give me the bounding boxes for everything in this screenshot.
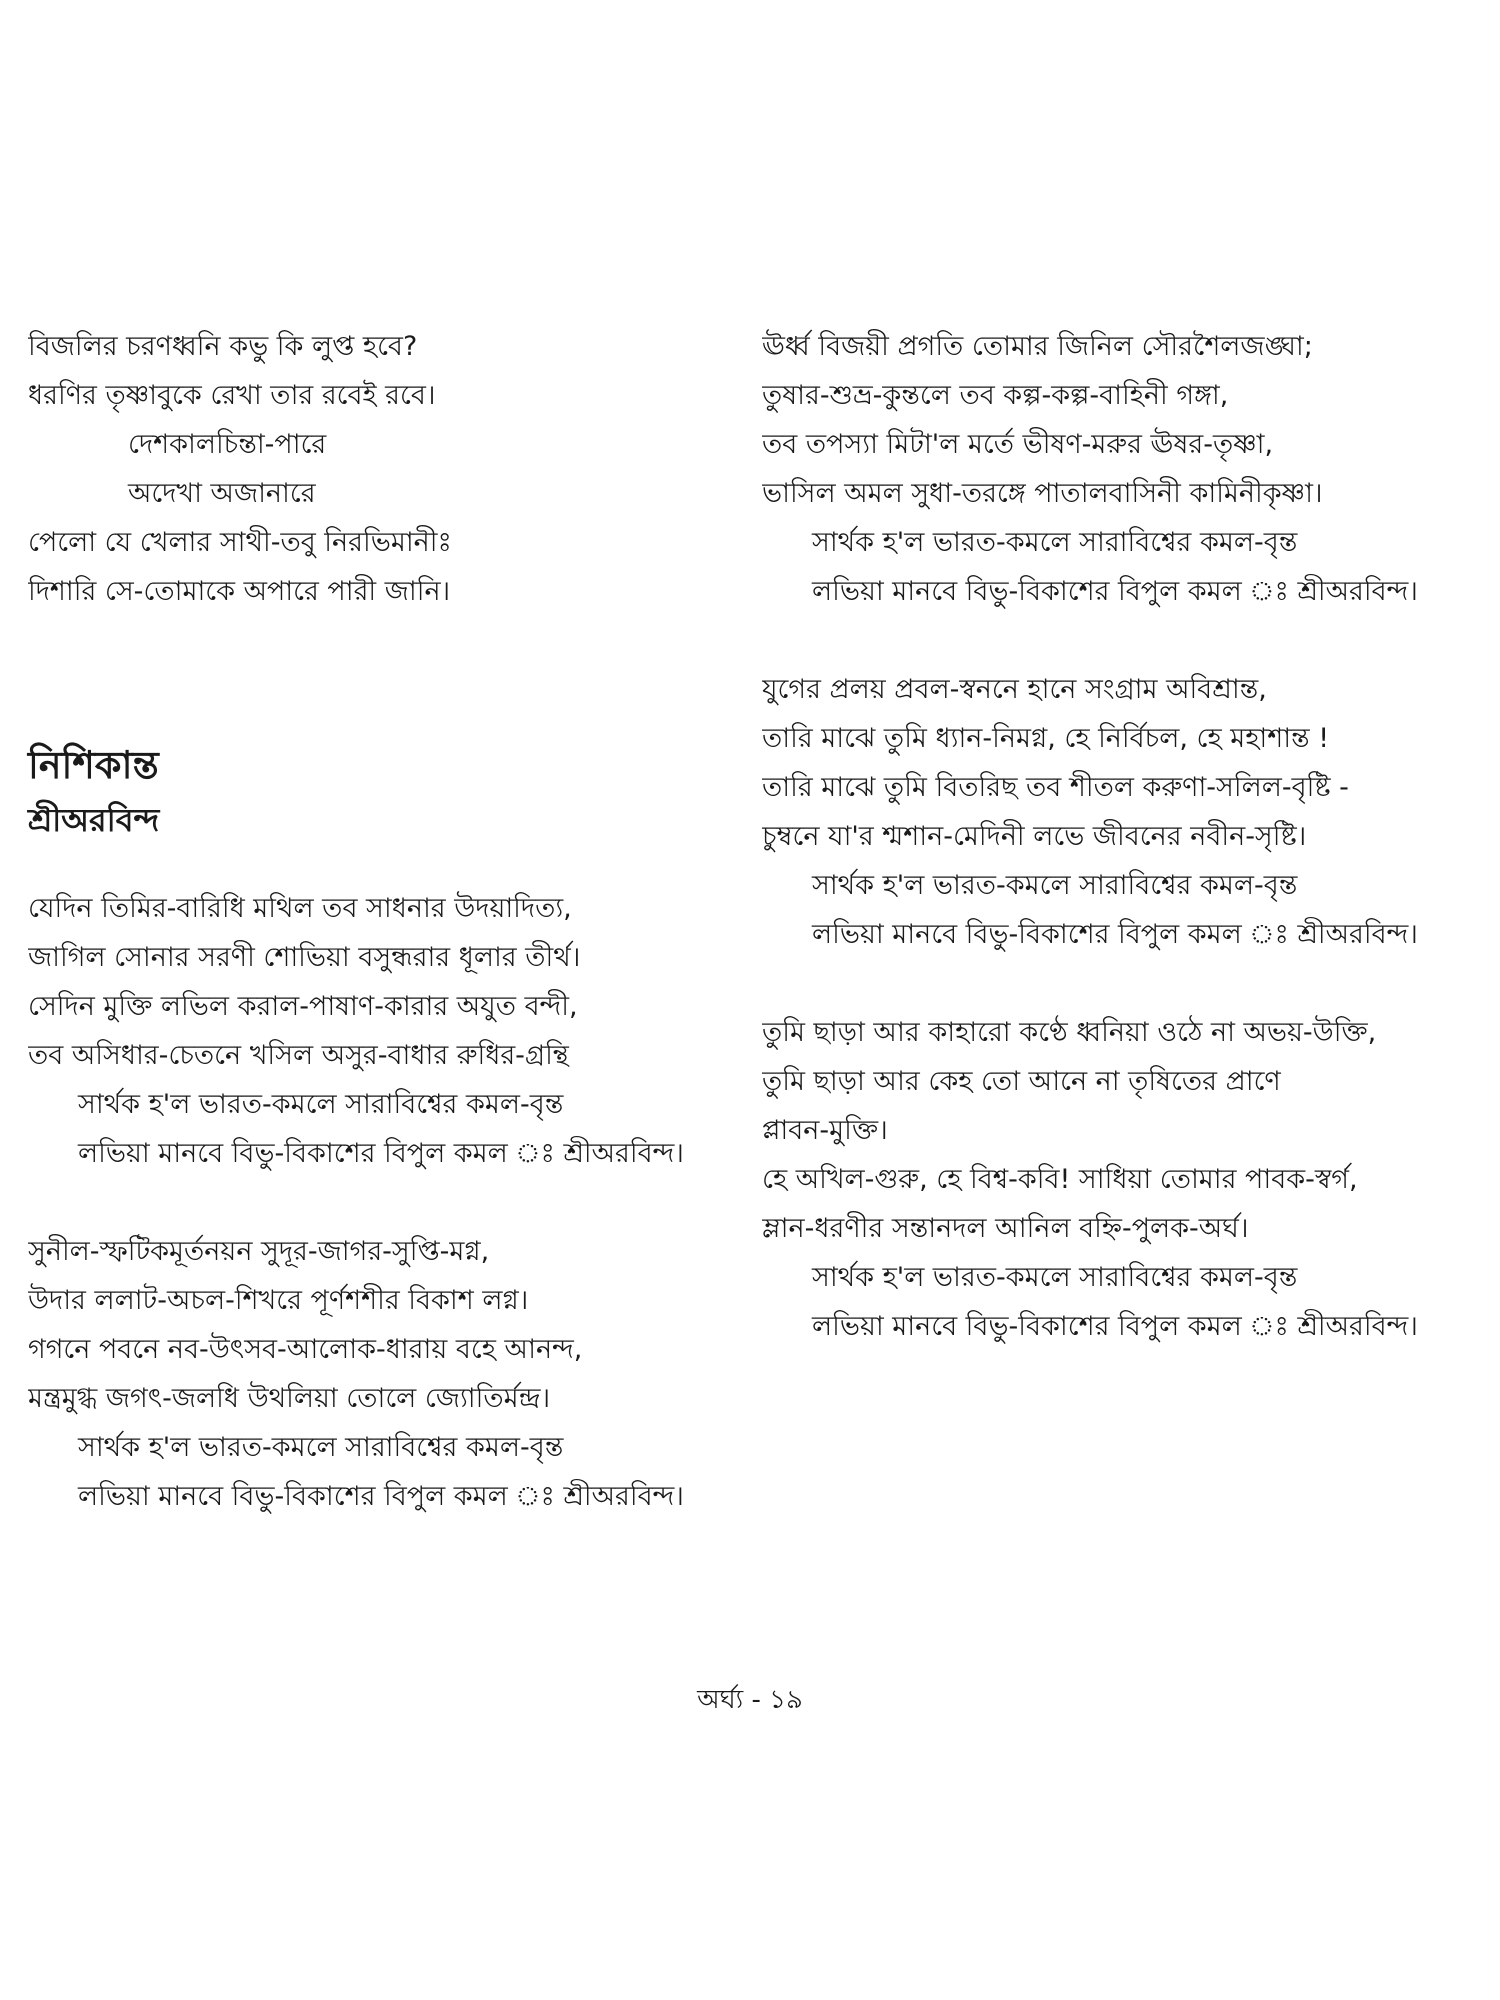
poem-line: বিজলির চরণধ্বনি কভু কি লুপ্ত হবে? (28, 331, 418, 362)
poem-line: তারি মাঝে তুমি ধ্যান-নিমগ্ন, হে নির্বিচল, হে মহাশান্ত ! (762, 723, 1330, 754)
refrain-line: লভিয়া মানবে বিভু-বিকাশের বিপুল কমল ঃ শ্রীঅরবিন্দ। (812, 576, 1418, 607)
poem-line: তুষার-শুভ্র-কুন্তলে তব কল্প-কল্প-বাহিনী গঙ্গা, (762, 380, 1229, 411)
poem-line: প্লাবন-মুক্তি। (762, 1115, 888, 1146)
poem-line: চুম্বনে যা'র শ্মশান-মেদিনী লভে জীবনের নবীন-সৃষ্টি। (762, 821, 1307, 852)
poem-line: ধরণির তৃষ্ণাবুকে রেখা তার রবেই রবে। (28, 380, 436, 411)
poem-line: উদার ললাট-অচল-শিখরে পূর্ণশশীর বিকাশ লগ্ন। (28, 1285, 529, 1316)
stanza-5 (762, 1008, 1492, 1351)
poem-line: মন্ত্রমুগ্ধ জগৎ-জলধি উথলিয়া তোলে জ্যোতির্মন্দ্র। (28, 1383, 551, 1414)
refrain-line: লভিয়া মানবে বিভু-বিকাশের বিপুল কমল ঃ শ্রীঅরবিন্দ। (812, 1311, 1418, 1342)
poem-line: গগনে পবনে নব-উৎসব-আলোক-ধারায় বহে আনন্দ, (28, 1334, 583, 1365)
poem-line: ভাসিল অমল সুধা-তরঙ্গে পাতালবাসিনী কামিনীকৃষ্ণা। (762, 478, 1323, 509)
poem-line: তব অসিধার-চেতনে খসিল অসুর-বাধার রুধির-গ্রন্থি (28, 1040, 569, 1071)
refrain-line: সার্থক হ'ল ভারত-কমলে সারাবিশ্বের কমল-বৃন্ত (78, 1432, 564, 1463)
section-gap (28, 616, 758, 736)
stanza-1 (28, 884, 758, 1178)
poem-line: জাগিল সোনার সরণী শোভিয়া বসুন্ধরার ধূলার তীর্থ। (28, 942, 581, 973)
refrain-line: সার্থক হ'ল ভারত-কমলে সারাবিশ্বের কমল-বৃন্ত (812, 1262, 1298, 1293)
poem-line: ম্লান-ধরণীর সন্তানদল আনিল বহ্নি-পুলক-অর্ঘ। (762, 1213, 1249, 1244)
poem-line: তব তপস্যা মিটা'ল মর্তে ভীষণ-মরুর ঊষর-তৃষ্ণা, (762, 429, 1274, 460)
intro-stanza (28, 322, 758, 616)
refrain-line: লভিয়া মানবে বিভু-বিকাশের বিপুল কমল ঃ শ্রীঅরবিন্দ। (78, 1138, 684, 1169)
poem-line: সেদিন মুক্তি লভিল করাল-পাষাণ-কারার অযুত বন্দী, (28, 991, 578, 1022)
poem-line: যেদিন তিমির-বারিধি মথিল তব সাধনার উদয়াদিত্য, (28, 893, 572, 924)
poem-line: অদেখা অজানারে (128, 478, 316, 509)
poem-line: পেলো যে খেলার সাথী-তবু নিরভিমানীঃ (28, 527, 452, 558)
poem-line: দিশারি সে-তোমাকে অপারে পারী জানি। (28, 576, 451, 607)
poem-line: তুমি ছাড়া আর কেহ তো আনে না তৃষিতের প্রাণে (762, 1066, 1281, 1097)
poem-line: সুনীল-স্ফটিকমূর্তনয়ন সুদূর-জাগর-সুপ্তি-মগ্ন, (28, 1236, 490, 1267)
poem-line: হে অখিল-গুরু, হে বিশ্ব-কবি! সাধিয়া তোমার পাবক-স্বর্গ, (762, 1164, 1358, 1195)
poem-line: তুমি ছাড়া আর কাহারো কণ্ঠে ধ্বনিয়া ওঠে না অভয়-উক্তি, (762, 1017, 1377, 1048)
page-number: অর্ঘ্য - ১৯ (697, 1685, 803, 1715)
poem-line: ঊর্ধ্ব বিজয়ী প্রগতি তোমার জিনিল সৌরশৈলজঙ্ঘা; (762, 331, 1313, 362)
stanza-3 (762, 322, 1492, 616)
poem-line: দেশকালচিন্তা-পারে (128, 429, 327, 460)
right-column (762, 322, 1492, 1351)
refrain-line: সার্থক হ'ল ভারত-কমলে সারাবিশ্বের কমল-বৃন্ত (812, 870, 1298, 901)
stanza-4 (762, 665, 1492, 959)
poet-heading: নিশিকান্ত (28, 743, 159, 787)
poem-line: যুগের প্রলয় প্রবল-স্বননে হানে সংগ্রাম অবিশ্রান্ত, (762, 674, 1267, 705)
refrain-line: সার্থক হ'ল ভারত-কমলে সারাবিশ্বের কমল-বৃন্ত (78, 1089, 564, 1120)
refrain-line: সার্থক হ'ল ভারত-কমলে সারাবিশ্বের কমল-বৃন্ত (812, 527, 1298, 558)
poem-line: তারি মাঝে তুমি বিতরিছ তব শীতল করুণা-সলিল-বৃষ্টি - (762, 772, 1349, 803)
left-column (28, 322, 758, 1521)
refrain-line: লভিয়া মানবে বিভু-বিকাশের বিপুল কমল ঃ শ্রীঅরবিন্দ। (78, 1481, 684, 1512)
poem-title: শ্রীঅরবিন্দ (28, 801, 160, 839)
refrain-line: লভিয়া মানবে বিভু-বিকাশের বিপুল কমল ঃ শ্রীঅরবিন্দ। (812, 919, 1418, 950)
stanza-2 (28, 1227, 758, 1521)
